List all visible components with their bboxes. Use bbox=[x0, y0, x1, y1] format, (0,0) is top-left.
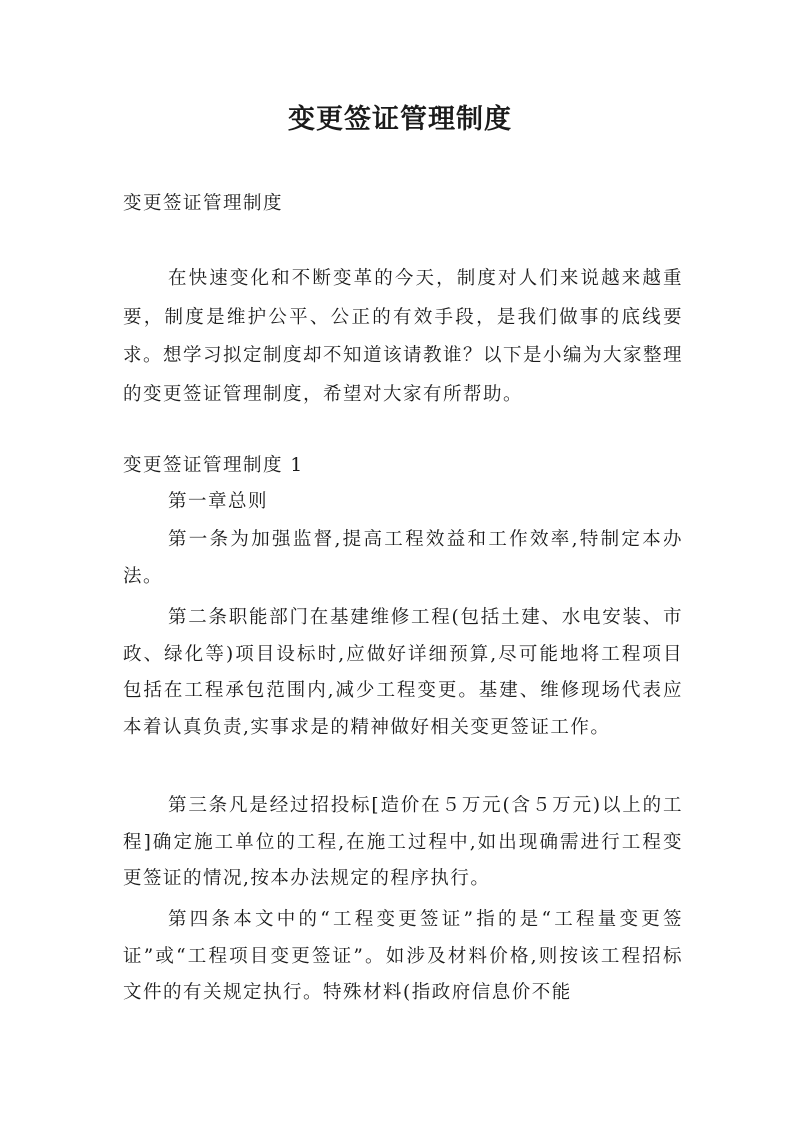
article-2: 第二条职能部门在基建维修工程(包括土建、水电安装、市政、绿化等)项目设标时,应做好详细预算,尽可能地将工程项目包括在工程承包范围内,减少工程变更。基建、维修现场代表应本着认真负责,实事求是的精神做好相关变更签证工作。 bbox=[123, 607, 683, 738]
article-3: 第三条凡是经过招投标[造价在５万元(含５万元)以上的工程]确定施工单位的工程,在施工过程中,如出现确需进行工程变更签证的情况,按本办法规定的程序执行。 bbox=[123, 795, 683, 889]
section-heading: 变更签证管理制度 1 bbox=[123, 455, 304, 476]
article-4: 第四条本文中的“工程变更签证”指的是“工程量变更签证”或“工程项目变更签证”。如涉及材料价格,则按该工程招标文件的有关规定执行。特殊材料(指政府信息价不能 bbox=[123, 909, 683, 1003]
intro-paragraph: 在快速变化和不断变革的今天，制度对人们来说越来越重要，制度是维护公平、公正的有效手段，是我们做事的底线要求。想学习拟定制度却不知道该请教谁？以下是小编为大家整理的变更签证管理制度，希望对大家有所帮助。 bbox=[123, 268, 684, 405]
article-1: 第一条为加强监督,提高工程效益和工作效率,特制定本办法。 bbox=[123, 529, 683, 587]
chapter-heading: 第一章总则 bbox=[168, 491, 269, 512]
document-subtitle: 变更签证管理制度 bbox=[123, 193, 284, 214]
document-title: 变更签证管理制度 bbox=[288, 104, 512, 135]
